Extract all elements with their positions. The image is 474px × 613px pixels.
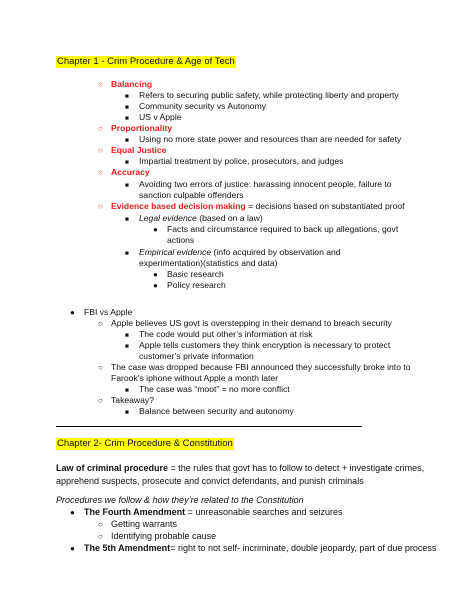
legal-evidence-text: (based on a law) xyxy=(196,213,263,223)
empirical-evidence-item: Policy research xyxy=(167,280,226,290)
law-definition-line xyxy=(56,462,424,475)
balancing-item: Community security vs Autonomy xyxy=(139,101,267,111)
accuracy-item: Avoiding two errors of justice: harassing innocent people, failure to xyxy=(139,179,392,189)
bullet-circle-icon: ○ xyxy=(98,520,103,529)
fbi-subitem: Apple tells customers they think encryption is necessary to protect xyxy=(139,340,391,350)
law-text: = the rules that govt has to follow to detect + investigate crimes, xyxy=(168,463,425,473)
fbi-item: Takeaway? xyxy=(111,395,154,405)
bullet-circle-icon: ○ xyxy=(98,202,103,211)
equal-justice-item: Impartial treatment by police, prosecutors, and judges xyxy=(139,156,344,166)
fbi-subitem: The code would put other’s information at risk xyxy=(139,329,313,339)
fbi-item: The case was dropped because FBI announced they successfully broke into to xyxy=(111,362,411,372)
bullet-square-icon: ■ xyxy=(125,182,129,189)
proportionality-item: Using no more state power and resources than are needed for safety xyxy=(139,134,402,144)
fifth-amendment-text: = right to not self- incriminate, double jeopardy, part of due process xyxy=(170,543,437,553)
legal-evidence-label: Legal evidence xyxy=(139,213,197,223)
ebdm-text: = decisions based on substantiated proof xyxy=(245,201,405,211)
bullet-dot-icon: ● xyxy=(70,544,75,553)
fourth-amendment-item: Getting warrants xyxy=(111,519,178,529)
empirical-evidence-line xyxy=(139,247,341,258)
chapter-2-heading: Chapter 2- Crim Procedure & Constitution xyxy=(57,438,233,449)
bullet-square-icon: ■ xyxy=(125,216,129,223)
law-definition-cont: apprehend suspects, prosecute and convict defendants, and punish criminals xyxy=(56,476,364,486)
balancing-label: Balancing xyxy=(111,79,153,89)
accuracy-item-cont: sanction culpable offenders xyxy=(139,190,244,200)
fbi-subitem: The case was “moot” = no more conflict xyxy=(139,384,290,394)
legal-evidence-item-cont: actions xyxy=(167,235,195,245)
horizontal-divider xyxy=(56,426,362,427)
empirical-evidence-item: Basic research xyxy=(167,269,224,279)
bullet-square-icon: ■ xyxy=(125,115,129,122)
balancing-item: Refers to securing public safety, while protecting liberty and property xyxy=(139,90,399,100)
fourth-amendment-text: = unreasonable searches and seizures xyxy=(185,507,343,517)
bullet-square-icon: ■ xyxy=(125,93,129,100)
bullet-square-icon: ■ xyxy=(125,137,129,144)
fourth-amendment-line xyxy=(84,506,343,519)
empirical-evidence-label: Empirical evidence xyxy=(139,247,212,257)
bullet-square-icon: ■ xyxy=(125,387,129,394)
bullet-circle-icon: ○ xyxy=(98,363,103,372)
bullet-dot-icon: ● xyxy=(153,270,158,279)
bullet-circle-icon: ○ xyxy=(98,532,103,541)
fbi-subitem: Balance between security and autonomy xyxy=(139,406,294,416)
fourth-amendment-term: The Fourth Amendment xyxy=(84,507,186,517)
balancing-item: US v Apple xyxy=(139,112,182,122)
bullet-square-icon: ■ xyxy=(125,409,129,416)
law-term: Law of criminal procedure xyxy=(56,463,169,473)
bullet-circle-icon: ○ xyxy=(98,146,103,155)
bullet-square-icon: ■ xyxy=(125,343,129,350)
empirical-evidence-cont: experimentation)(statistics and data) xyxy=(139,258,278,268)
bullet-dot-icon: ● xyxy=(70,508,75,517)
bullet-square-icon: ■ xyxy=(125,332,129,339)
bullet-circle-icon: ○ xyxy=(98,80,103,89)
bullet-square-icon: ■ xyxy=(125,104,129,111)
bullet-dot-icon: ● xyxy=(153,281,158,290)
fbi-item-cont: Farook’s iphone without Apple a month later xyxy=(111,373,279,383)
empirical-evidence-text: (info acquired by observation and xyxy=(211,247,341,257)
fourth-amendment-item: Identifying probable cause xyxy=(111,531,217,541)
chapter-1-heading: Chapter 1 - Crim Procedure & Age of Tech xyxy=(57,56,235,67)
fbi-vs-apple-title: FBI vs Apple xyxy=(84,307,133,317)
fbi-item: Apple believes US govt is overstepping in their demand to breach security xyxy=(111,318,392,328)
accuracy-label: Accuracy xyxy=(111,167,150,177)
bullet-circle-icon: ○ xyxy=(98,168,103,177)
proportionality-label: Proportionality xyxy=(111,123,173,133)
procedures-heading: Procedures we follow & how they’re related to the Constitution xyxy=(56,495,304,505)
bullet-dot-icon: ● xyxy=(153,225,158,234)
bullet-square-icon: ■ xyxy=(125,159,129,166)
legal-evidence-item: Facts and circumstance required to back up allegations, govt xyxy=(167,224,399,234)
bullet-dot-icon: ● xyxy=(70,308,75,317)
bullet-circle-icon: ○ xyxy=(98,319,103,328)
ebdm-label: Evidence based decision making xyxy=(111,201,246,211)
fifth-amendment-term: The 5th Amendment xyxy=(84,543,171,553)
fbi-subitem-cont: customer’s private information xyxy=(139,351,254,361)
bullet-circle-icon: ○ xyxy=(98,396,103,405)
ebdm-line xyxy=(111,201,405,212)
equal-justice-label: Equal Justice xyxy=(111,145,167,155)
bullet-circle-icon: ○ xyxy=(98,124,103,133)
fifth-amendment-line xyxy=(84,542,436,555)
legal-evidence-line xyxy=(139,213,263,224)
bullet-square-icon: ■ xyxy=(125,250,129,257)
